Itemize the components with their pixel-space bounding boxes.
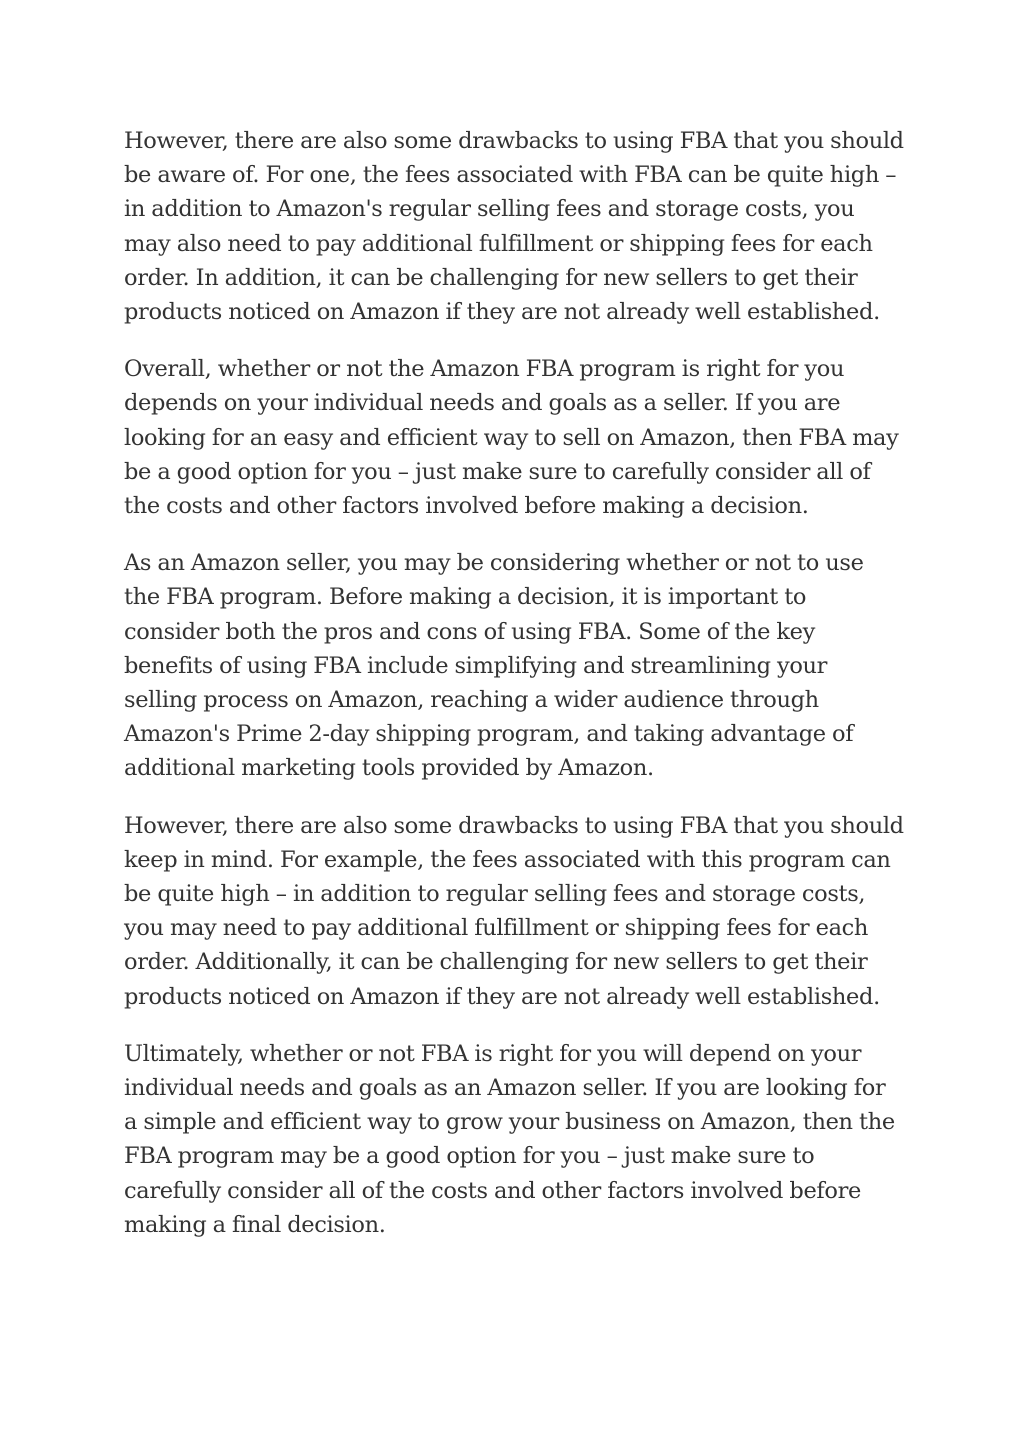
paragraph-drawbacks-keep-in-mind: However, there are also some drawbacks to using FBA that you should keep in mind. For example, the fees associated with this program can be quite high – in addition to regular selling fees and storage costs, you may need to pay additional fulfillment or shipping fees for each order. Additionally, it can be challenging for new sellers to get their products noticed on Amazon if they are not already well established. — [124, 812, 904, 1010]
paragraph-pros-and-cons: As an Amazon seller, you may be considering whether or not to use the FBA program. Before making a decision, it is important to consider both the pros and cons of using FBA. Some of the key benefits of using FBA include simplifying and streamlining your selling process on Amazon, reaching a wider audience through Amazon's Prime 2-day shipping program, and taking advantage of additional marketing tools provided by Amazon. — [124, 550, 864, 782]
paragraph-overall-summary: Overall, whether or not the Amazon FBA program is right for you depends on your individual needs and goals as a seller. If you are looking for an easy and efficient way to sell on Amazon, then FBA may be a good option for you – just make sure to carefully consider all of the costs and other factors involved before making a decision. — [124, 356, 899, 520]
paragraph-conclusion: Ultimately, whether or not FBA is right for you will depend on your individual needs and goals as an Amazon seller. If you are looking for a simple and efficient way to grow your business on Amazon, then the FBA program may be a good option for you – just make sure to carefully consider all of the costs and other factors involved before making a final decision. — [124, 1040, 895, 1238]
paragraph-drawbacks-fees: However, there are also some drawbacks to using FBA that you should be aware of. For one, the fees associated with FBA can be quite high – in addition to Amazon's regular selling fees and storage costs, you may also need to pay additional fulfillment or shipping fees for each order. In addition, it can be challenging for new sellers to get their products noticed on Amazon if they are not already well established. — [124, 128, 904, 326]
document-body — [124, 124, 904, 1242]
